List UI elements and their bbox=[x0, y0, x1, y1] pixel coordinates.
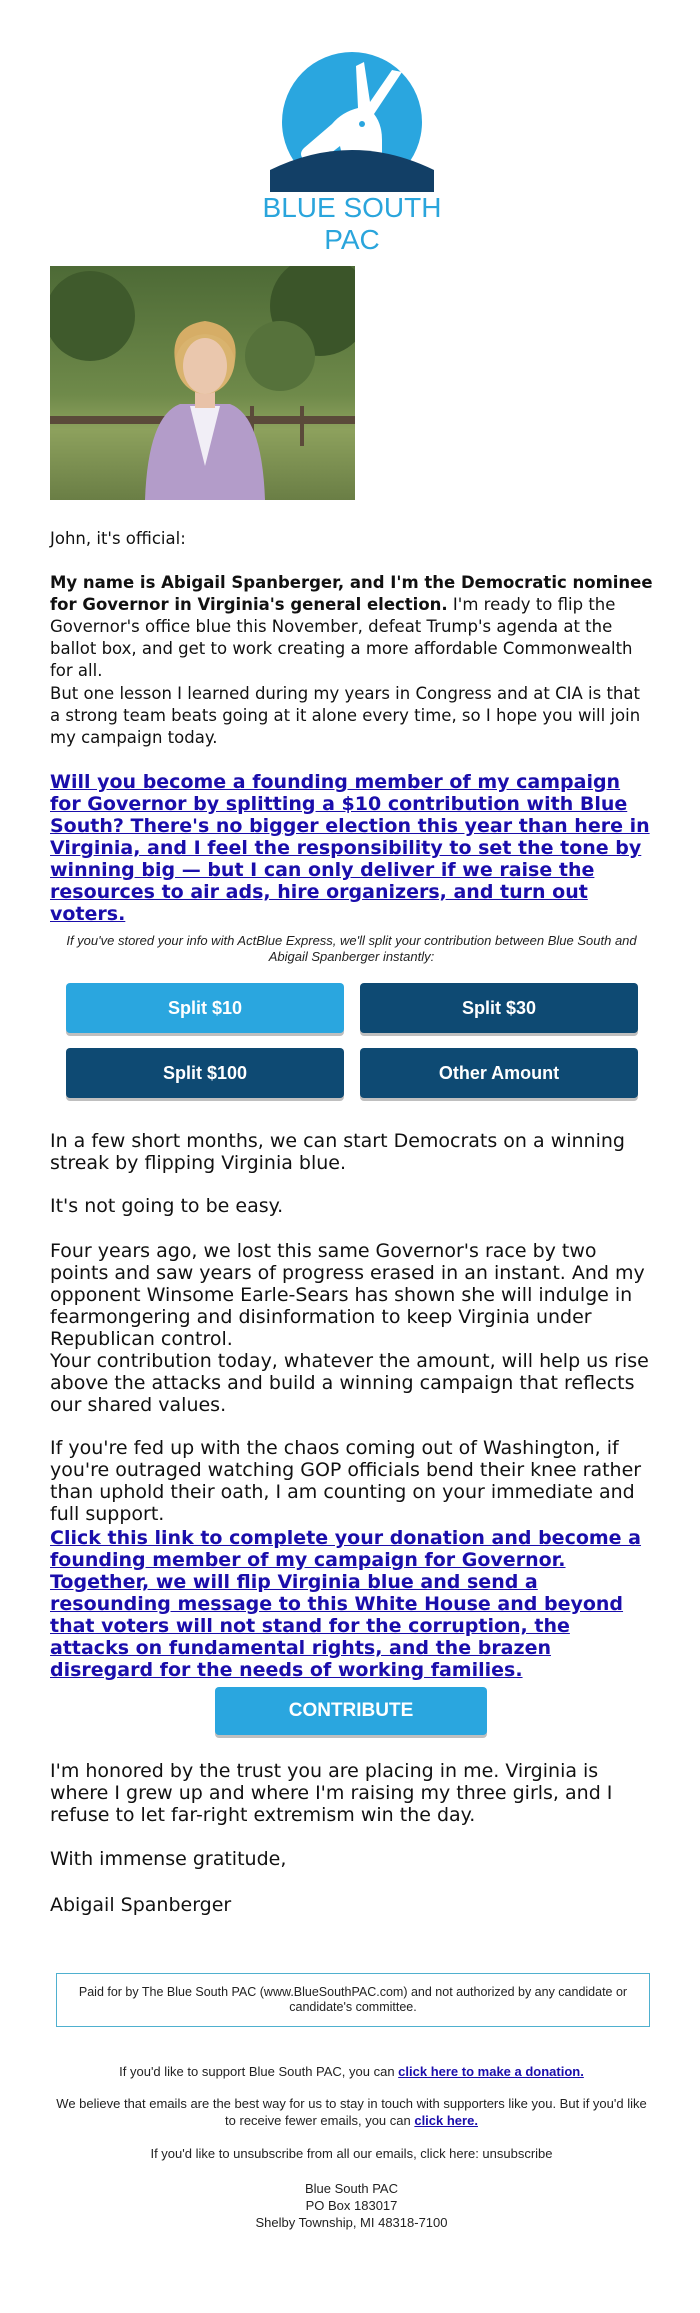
lesson-paragraph: But one lesson I learned during my years in Congress and at CIA is that a strong team beats going at it alone every time, so I hope you will join my campaign today. bbox=[50, 684, 641, 747]
cta-link-2[interactable]: Click this link to complete your donation and become a founding member of my campaign for Governor. Together, we will flip Virginia blue and send a resounding message to this White House and beyond that voters will not stand for the corruption, the attacks on fundamental rights, and the brazen disregard for the needs of working families. bbox=[50, 1527, 642, 1681]
closing-gratitude: With immense gratitude, bbox=[50, 1848, 287, 1870]
paragraph-2: It's not going to be easy. bbox=[50, 1195, 284, 1217]
paid-for-disclaimer bbox=[56, 1973, 650, 2027]
intro-paragraph bbox=[50, 572, 653, 682]
unsubscribe-link[interactable]: unsubscribe bbox=[482, 2146, 553, 2161]
blue-south-pac-logo bbox=[232, 52, 472, 255]
donkey-logo-icon bbox=[232, 52, 472, 192]
intro-bold: My name is Abigail Spanberger, and I'm the Democratic nominee for Governor in Virginia's general election. bbox=[50, 573, 653, 614]
fewer-emails-link[interactable]: click here. bbox=[414, 2113, 478, 2128]
unsubscribe-line bbox=[50, 2145, 653, 2162]
fewer-prefix: We believe that emails are the best way for us to stay in touch with supporters like you. But if you'd like to receive fewer emails, you can bbox=[56, 2096, 647, 2128]
address-line-2: PO Box 183017 bbox=[305, 2198, 398, 2213]
closing-paragraph: I'm honored by the trust you are placing in me. Virginia is where I grew up and where I'm raising my three girls, and I refuse to let far-right extremism win the day. bbox=[50, 1760, 613, 1826]
contribute-button[interactable]: CONTRIBUTE bbox=[215, 1687, 487, 1735]
cta-link-1[interactable]: Will you become a founding member of my campaign for Governor by splitting a $10 contribution with Blue South? There's no bigger election this year than here in Virginia, and I feel the responsibility to set the tone by winning big — but I can only deliver if we raise the resources to air ads, hire organizers, and turn out voters. bbox=[50, 771, 650, 925]
signature: Abigail Spanberger bbox=[50, 1894, 232, 1916]
logo-text: BLUE SOUTH PAC bbox=[262, 192, 442, 255]
fewer-emails-line bbox=[50, 2095, 653, 2129]
express-note: If you've stored your info with ActBlue Express, we'll split your contribution between Blue South and Abigail Spanberger instantly: bbox=[66, 933, 637, 964]
address-line-3: Shelby Township, MI 48318-7100 bbox=[255, 2215, 448, 2230]
paragraph-4: Your contribution today, whatever the amount, will help us rise above the attacks and build a winning campaign that reflects our shared values. bbox=[50, 1350, 649, 1416]
donation-link[interactable]: click here to make a donation. bbox=[398, 2064, 584, 2079]
split-30-button[interactable]: Split $30 bbox=[360, 983, 638, 1033]
candidate-photo bbox=[50, 266, 355, 500]
greeting: John, it's official: bbox=[50, 529, 186, 548]
paragraph-1: In a few short months, we can start Democrats on a winning streak by flipping Virginia blue. bbox=[50, 1130, 625, 1174]
support-line bbox=[50, 2063, 653, 2080]
other-amount-button[interactable]: Other Amount bbox=[360, 1048, 638, 1098]
split-10-button[interactable]: Split $10 bbox=[66, 983, 344, 1033]
paragraph-3: Four years ago, we lost this same Governor's race by two points and saw years of progress erased in an instant. And my opponent Winsome Earle-Sears has shown she will indulge in fearmongering and disinformation to keep Virginia under Republican control. bbox=[50, 1240, 645, 1350]
unsubscribe-prefix: If you'd like to unsubscribe from all our emails, click here: bbox=[150, 2146, 483, 2161]
cta-link-block-2 bbox=[50, 1527, 653, 1681]
split-100-button[interactable]: Split $100 bbox=[66, 1048, 344, 1098]
intro-rest: I'm ready to flip the Governor's office blue this November, defeat Trump's agenda at the ballot box, and get to work creating a more affordable Commonwealth for all. bbox=[50, 595, 633, 680]
paragraph-5: If you're fed up with the chaos coming out of Washington, if you're outraged watching GOP officials bend their knee rather than uphold their oath, I am counting on your immediate and full support. bbox=[50, 1437, 642, 1525]
address-line-1: Blue South PAC bbox=[305, 2181, 398, 2196]
cta-link-block-1 bbox=[50, 771, 653, 925]
mailing-address bbox=[50, 2180, 653, 2231]
paid-for-text: Paid for by The Blue South PAC (www.BlueSouthPAC.com) and not authorized by any candidate or candidate's committee. bbox=[78, 1985, 628, 2014]
support-prefix: If you'd like to support Blue South PAC, you can bbox=[119, 2064, 399, 2079]
